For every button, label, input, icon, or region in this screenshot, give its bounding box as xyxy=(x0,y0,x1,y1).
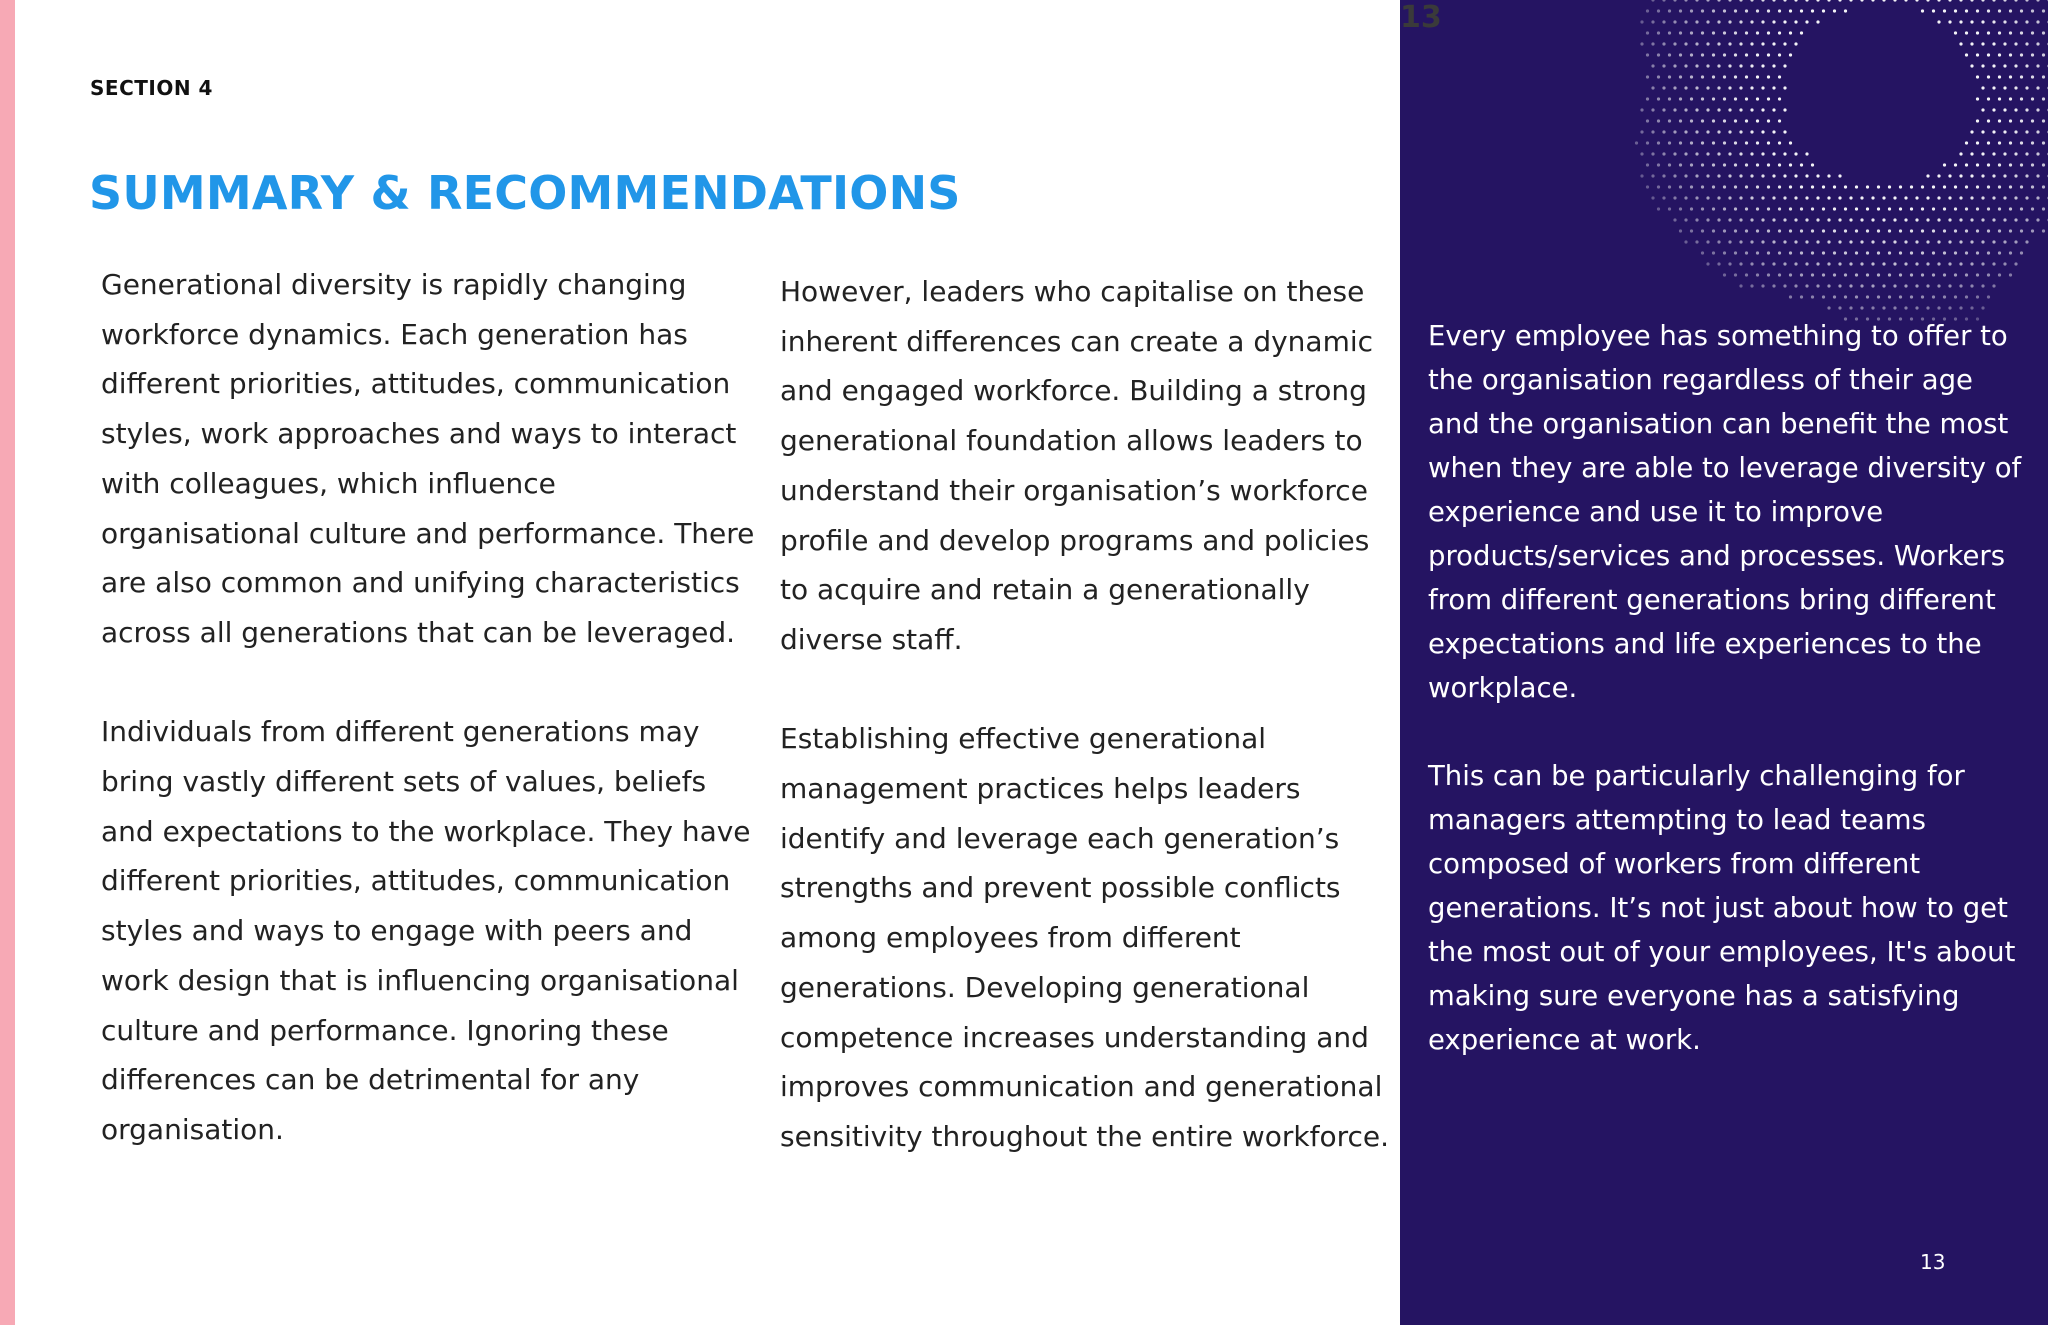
panel-paragraph-2: This can be particularly challenging for managers attempting to lead teams composed of workers from different generations. It’s not just about how to get the most out of your employees, It's about making sure everyone has a satisfying experience at work. xyxy=(1428,760,2016,1056)
dot-pattern-decoration xyxy=(1400,0,2048,330)
middle-column xyxy=(780,267,1400,1162)
accent-strip xyxy=(0,0,15,1325)
left-column xyxy=(101,260,761,1155)
panel-text xyxy=(1428,314,2028,1062)
section-label: SECTION 4 xyxy=(90,76,213,100)
panel-paragraph-1: Every employee has something to offer to the organisation regardless of their age and the organisation can benefit the most when they are able to leverage diversity of experience and use it to improve products/services and processes. Workers from different generations bring different expectations and life experiences to the workplace. xyxy=(1428,320,2022,704)
left-paragraph-1: Generational diversity is rapidly changing workforce dynamics. Each generation has different priorities, attitudes, communication styles, work approaches and ways to interact with colleagues, which influence organisational culture and performance. There are also common and unifying characteristics across all generations that can be leveraged. xyxy=(101,268,755,649)
page-title: SUMMARY & RECOMMENDATIONS xyxy=(89,166,961,220)
left-paragraph-2: Individuals from different generations may bring vastly different sets of values, beliefs and expectations to the workplace. They have different priorities, attitudes, communication styles and ways to engage with peers and work design that is influencing organisational culture and performance. Ignoring these differences can be detrimental for any organisation. xyxy=(101,715,751,1146)
middle-paragraph-2: Establishing effective generational management practices helps leaders identify and leverage each generation’s strengths and prevent possible conflicts among employees from different generations. Developing generational competence increases understanding and improves communication and generational sensitivity throughout the entire workforce. xyxy=(780,722,1390,1153)
page-number: 13 xyxy=(1920,1250,1946,1274)
summary-panel xyxy=(1400,0,2048,1325)
middle-paragraph-1: However, leaders who capitalise on these inherent differences can create a dynamic and engaged workforce. Building a strong generational foundation allows leaders to understand their organisation’s workforce profile and develop programs and policies to acquire and retain a generationally diverse staff. xyxy=(780,275,1374,656)
page-number-top: 13 xyxy=(1400,0,1442,35)
